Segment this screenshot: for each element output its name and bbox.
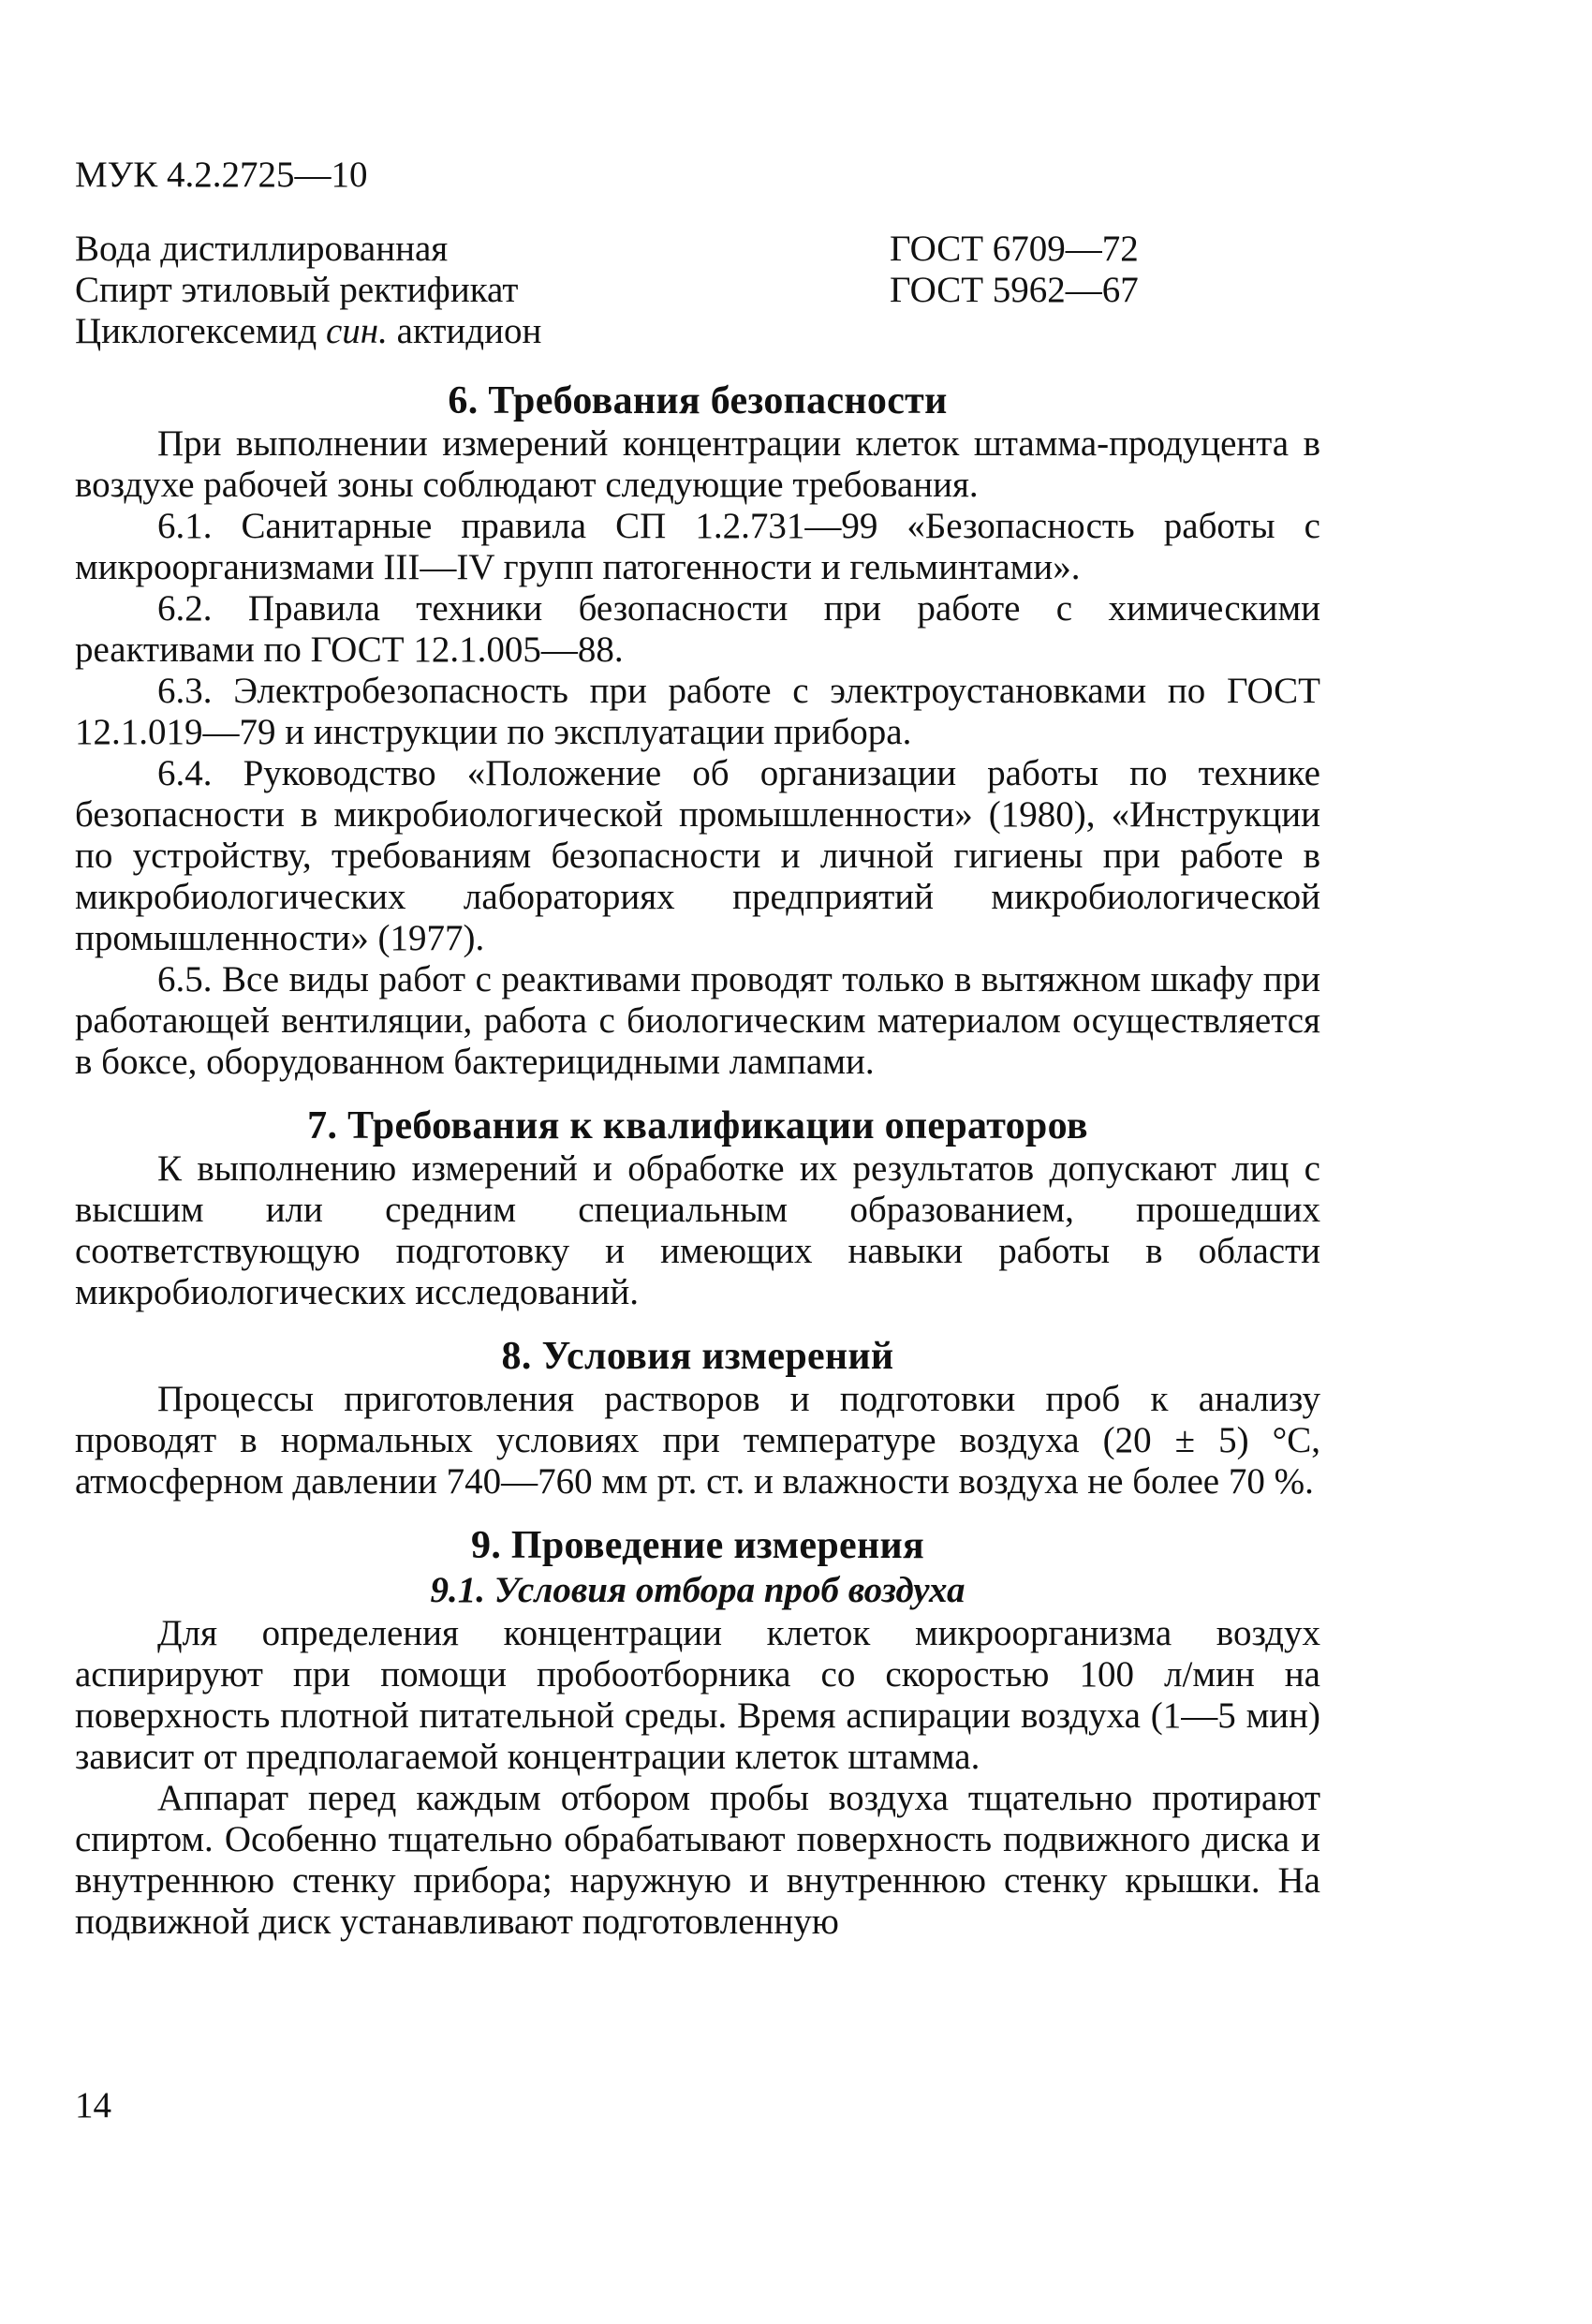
section-7 [75, 1103, 1320, 1313]
section-7-title: 7. Требования к квалификации операторов [307, 1104, 1088, 1147]
material-row [75, 229, 1320, 270]
paragraph: К выполнению измерений и обработке их результатов допускают лиц с высшим или средним специальным образованием, прошедших соответствующую подготовку и имеющих навыки работы в области микробиологических исследований. [75, 1148, 1320, 1312]
material-name [75, 311, 890, 352]
material-standard: ГОСТ 6709—72 [890, 229, 1139, 269]
section-9-title: 9. Проведение измерения [471, 1524, 924, 1567]
section-6-title: 6. Требования безопасности [448, 379, 948, 422]
material-row [75, 270, 1320, 311]
section-6 [75, 378, 1320, 1083]
paragraph: Аппарат перед каждым отбором пробы воздуха тщательно протирают спиртом. Особенно тщательно обрабатывают поверхность подвижного диска и внутреннюю стенку прибора; наружную и внутреннюю стенку крышки. На подвижной диск устанавливают подготовленную [75, 1778, 1320, 1942]
paragraph: 6.5. Все виды работ с реактивами проводят только в вытяжном шкафу при работающей вентиляции, работа с биологическим материалом осуществляется в боксе, оборудованном бактерицидными лампами. [75, 959, 1320, 1082]
page-number: 14 [75, 2085, 111, 2125]
materials-list [75, 229, 1320, 352]
material-name-italic: син. [325, 311, 388, 351]
material-name: Спирт этиловый ректификат [75, 270, 519, 310]
document-page [75, 155, 1320, 1963]
paragraph: При выполнении измерений концентрации клеток штамма-продуцента в воздухе рабочей зоны соблюдают следующие требования. [75, 423, 1320, 505]
section-8-title: 8. Условия измерений [501, 1335, 894, 1378]
paragraph: 6.4. Руководство «Положение об организации работы по технике безопасности в микробиологической промышленности» (1980), «Инструкции по устройству, требованиям безопасности и личной гигиены при работе в микробиологических лабораториях предприятий микробиологической промышленности» (1977). [75, 753, 1320, 958]
paragraph: 6.1. Санитарные правила СП 1.2.731—99 «Безопасность работы с микроорганизмами III—IV групп патогенности и гельминтами». [75, 506, 1320, 587]
paragraph: 6.3. Электробезопасность при работе с электроустановками по ГОСТ 12.1.019—79 и инструкции по эксплуатации прибора. [75, 671, 1320, 752]
material-standard: ГОСТ 5962—67 [890, 270, 1139, 310]
material-standard [890, 311, 1320, 352]
paragraph: Для определения концентрации клеток микроорганизма воздух аспирируют при помощи пробоотборника со скоростью 100 л/мин на поверхность плотной питательной среды. Время аспирации воздуха (1—5 мин) зависит от предполагаемой концентрации клеток штамма. [75, 1613, 1320, 1777]
paragraph: Процессы приготовления растворов и подготовки проб к анализу проводят в нормальных условиях при температуре воздуха (20 ± 5) °С, атмосферном давлении 740—760 мм рт. ст. и влажности воздуха не более 70 %. [75, 1379, 1320, 1502]
subsection-9-1-title: 9.1. Условия отбора проб воздуха [430, 1570, 966, 1610]
material-name-suffix: актидион [387, 311, 542, 351]
material-row [75, 311, 1320, 352]
material-name-prefix: Циклогексемид [75, 311, 326, 351]
material-name: Вода дистиллированная [75, 229, 449, 269]
section-8 [75, 1334, 1320, 1502]
document-code: МУК 4.2.2725—10 [75, 155, 368, 195]
paragraph: 6.2. Правила техники безопасности при работе с химическими реактивами по ГОСТ 12.1.005—88. [75, 588, 1320, 670]
section-9 [75, 1523, 1320, 1943]
